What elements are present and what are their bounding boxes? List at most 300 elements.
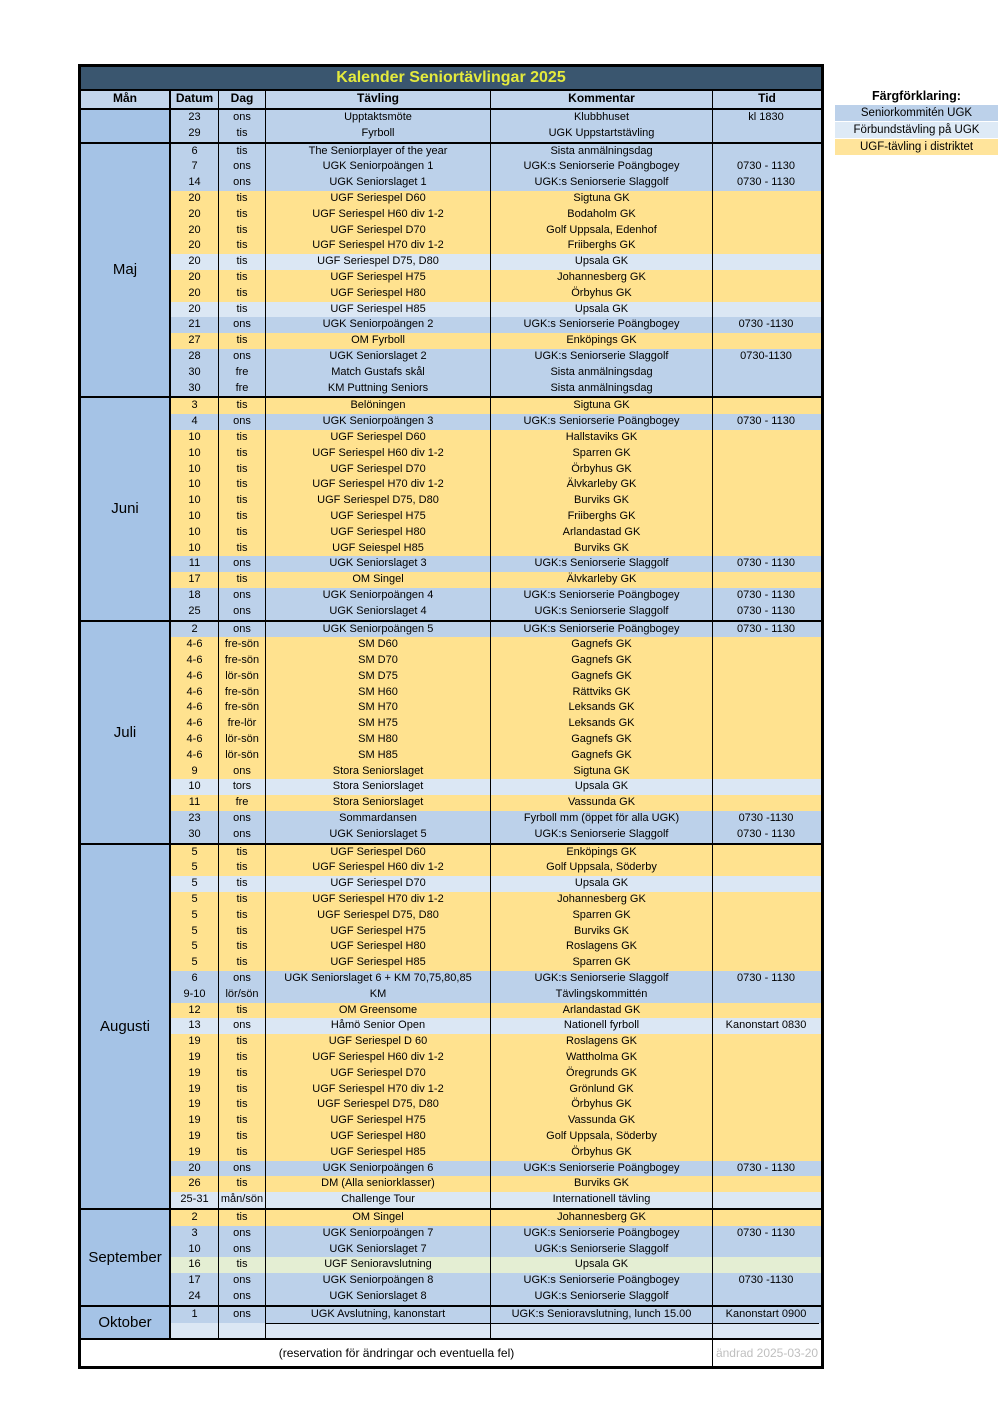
cell-datum: 17 (171, 572, 219, 588)
table-row (171, 795, 821, 811)
cell-datum: 4-6 (171, 716, 219, 732)
cell-tid (713, 748, 819, 764)
cell-tavling: Håmö Senior Open (266, 1018, 491, 1034)
cell-tavling: Fyrboll (266, 126, 491, 142)
table-row (171, 398, 821, 414)
cell-tid (713, 669, 819, 685)
cell-datum: 29 (171, 126, 219, 142)
cell-tid (713, 1257, 819, 1273)
column-header-kommentar: Kommentar (491, 91, 713, 108)
legend-item: Seniorkommitén UGK (835, 105, 998, 121)
cell-tavling: UGF Seriespel H75 (266, 924, 491, 940)
cell-tid (713, 955, 819, 971)
cell-dag: ons (219, 556, 266, 572)
table-row (171, 892, 821, 908)
cell-datum: 5 (171, 845, 219, 861)
table-row (171, 254, 821, 270)
cell-tid (713, 1113, 819, 1129)
cell-tavling: Sommardansen (266, 811, 491, 827)
cell-datum: 19 (171, 1082, 219, 1098)
table-row (171, 811, 821, 827)
table-row (171, 827, 821, 843)
cell-tavling: UGF Seriespel H80 (266, 1129, 491, 1145)
cell-tid (713, 939, 819, 955)
cell-tid (713, 987, 819, 1003)
cell-kommentar: Örbyhus GK (491, 1097, 713, 1113)
cell-dag: ons (219, 110, 266, 126)
table-row (171, 223, 821, 239)
month-section (81, 142, 821, 397)
cell-tavling: UGF Seriespel D75, D80 (266, 493, 491, 509)
cell-dag: ons (219, 1226, 266, 1242)
cell-kommentar: Burviks GK (491, 1176, 713, 1192)
cell-kommentar: Örbyhus GK (491, 1145, 713, 1161)
cell-dag: tis (219, 333, 266, 349)
cell-dag: tis (219, 1145, 266, 1161)
cell-dag: fre-sön (219, 700, 266, 716)
cell-dag: tis (219, 955, 266, 971)
cell-tid: 0730 - 1130 (737, 1226, 795, 1239)
cell-dag: tis (219, 892, 266, 908)
cell-dag: tis (219, 876, 266, 892)
cell-dag: tis (219, 908, 266, 924)
cell-tavling: UGF Seriespel H70 div 1-2 (266, 892, 491, 908)
cell-tid (713, 637, 819, 653)
cell-dag: tis (219, 1097, 266, 1113)
cell-datum: 10 (171, 493, 219, 509)
cell-dag: lör-sön (219, 669, 266, 685)
cell-tavling: UGF Seriespel H75 (266, 1113, 491, 1129)
cell-kommentar: UGK:s Seniorserie Poängbogey (491, 1226, 713, 1242)
cell-dag: tis (219, 1034, 266, 1050)
table-row (171, 716, 821, 732)
cell-kommentar: UGK:s Seniorserie Slaggolf (491, 175, 713, 191)
cell-dag: fre (219, 795, 266, 811)
cell-dag: tis (219, 398, 266, 414)
table-row (171, 1113, 821, 1129)
cell-tavling: UGK Seniorslaget 2 (266, 349, 491, 365)
cell-kommentar: Upsala GK (491, 779, 713, 795)
cell-tavling: OM Singel (266, 1210, 491, 1226)
cell-datum: 10 (171, 1242, 219, 1258)
cell-tavling: UGK Avslutning, kanonstart (266, 1307, 491, 1323)
cell-dag: tis (219, 1257, 266, 1273)
footer-row (81, 1338, 821, 1366)
cell-dag: tis (219, 1066, 266, 1082)
cell-tid (713, 333, 819, 349)
cell-kommentar: UGK:s Seniorserie Slaggolf (491, 827, 713, 843)
cell-dag: tis (219, 924, 266, 940)
cell-tavling: UGF Seriespel D70 (266, 1066, 491, 1082)
table-row (171, 365, 821, 381)
cell-tavling: Upptaktsmöte (266, 110, 491, 126)
cell-kommentar: UGK:s Seniorserie Poängbogey (491, 414, 713, 430)
cell-dag: ons (219, 349, 266, 365)
cell-tavling: UGK Seniorpoängen 3 (266, 414, 491, 430)
cell-tavling: UGF Seriespel D75, D80 (266, 254, 491, 270)
cell-tid (713, 1097, 819, 1113)
cell-tid (713, 908, 819, 924)
cell-kommentar: Sista anmälningsdag (491, 144, 713, 160)
column-header-man: Mån (81, 91, 171, 108)
cell-kommentar: Leksands GK (491, 700, 713, 716)
table-row (171, 876, 821, 892)
cell-tid (713, 286, 819, 302)
cell-datum: 3 (171, 1226, 219, 1242)
cell-dag: ons (219, 317, 266, 333)
cell-tavling: Stora Seniorslaget (266, 795, 491, 811)
cell-tid: 0730 - 1130 (737, 160, 795, 173)
cell-datum: 19 (171, 1066, 219, 1082)
cell-dag: ons (219, 588, 266, 604)
cell-kommentar: Enköpings GK (491, 845, 713, 861)
table-row (171, 144, 821, 160)
cell-tid (713, 462, 819, 478)
table-row (171, 238, 821, 254)
table-row (171, 1050, 821, 1066)
cell-tavling: SM D60 (266, 637, 491, 653)
cell-kommentar: Sparren GK (491, 955, 713, 971)
cell-tavling: UGK Seniorpoängen 7 (266, 1226, 491, 1242)
cell-tid: kl 1830 (748, 111, 784, 123)
cell-datum: 3 (171, 398, 219, 414)
table-row (171, 637, 821, 653)
cell-kommentar (491, 1323, 713, 1339)
cell-tavling: DM (Alla seniorklasser) (266, 1176, 491, 1192)
column-header-tavling: Tävling (266, 91, 491, 108)
cell-datum: 4 (171, 414, 219, 430)
cell-datum: 5 (171, 939, 219, 955)
cell-tid (713, 1082, 819, 1098)
cell-kommentar: Gagnefs GK (491, 637, 713, 653)
cell-datum: 23 (171, 811, 219, 827)
cell-datum: 25 (171, 604, 219, 620)
cell-dag: tis (219, 509, 266, 525)
table-row (171, 1242, 821, 1258)
cell-tavling: UGF Seriespel H70 div 1-2 (266, 238, 491, 254)
cell-dag: tis (219, 286, 266, 302)
cell-tid (713, 541, 819, 557)
cell-tavling: OM Singel (266, 572, 491, 588)
cell-tavling: UGF Seriespel D60 (266, 845, 491, 861)
table-row (171, 685, 821, 701)
cell-tavling: KM Puttning Seniors (266, 381, 491, 397)
table-row (171, 764, 821, 780)
cell-datum: 10 (171, 477, 219, 493)
cell-tavling: UGK Seniorslaget 7 (266, 1242, 491, 1258)
cell-tavling: UGF Senioravslutning (266, 1257, 491, 1273)
cell-dag: tis (219, 126, 266, 142)
cell-datum: 9-10 (171, 987, 219, 1003)
cell-tid (713, 1066, 819, 1082)
cell-datum: 10 (171, 430, 219, 446)
cell-dag: tis (219, 1113, 266, 1129)
cell-kommentar: UGK:s Seniorserie Poängbogey (491, 317, 713, 333)
cell-dag: fre-sön (219, 653, 266, 669)
table-row (171, 1226, 821, 1242)
cell-tavling: Match Gustafs skål (266, 365, 491, 381)
month-label: Augusti (81, 845, 171, 1208)
table-row (171, 556, 821, 572)
cell-tavling: UGK Seniorpoängen 4 (266, 588, 491, 604)
cell-kommentar: UGK:s Seniorserie Slaggolf (491, 604, 713, 620)
cell-kommentar: Örbyhus GK (491, 462, 713, 478)
table-row (171, 971, 821, 987)
cell-tid (713, 302, 819, 318)
cell-tid (713, 525, 819, 541)
cell-datum: 5 (171, 908, 219, 924)
cell-tid: 0730 - 1130 (737, 622, 795, 635)
cell-dag: ons (219, 764, 266, 780)
table-row (171, 653, 821, 669)
cell-tid (713, 1145, 819, 1161)
cell-dag: tis (219, 541, 266, 557)
cell-datum: 20 (171, 191, 219, 207)
cell-datum: 12 (171, 1003, 219, 1019)
table-row (171, 845, 821, 861)
table-row (171, 924, 821, 940)
cell-tavling: UGF Seriespel D70 (266, 223, 491, 239)
color-legend (835, 88, 998, 155)
cell-dag: tis (219, 207, 266, 223)
cell-tid (713, 1323, 819, 1339)
cell-tavling: UGK Seniorslaget 1 (266, 175, 491, 191)
cell-dag: tis (219, 477, 266, 493)
cell-tid (713, 764, 819, 780)
cell-kommentar: Rättviks GK (491, 685, 713, 701)
cell-kommentar: Hallstaviks GK (491, 430, 713, 446)
table-row (171, 1273, 821, 1289)
cell-dag: fre (219, 365, 266, 381)
cell-tavling: UGK Seniorslaget 5 (266, 827, 491, 843)
cell-tid (713, 493, 819, 509)
cell-datum: 30 (171, 381, 219, 397)
cell-datum: 4-6 (171, 653, 219, 669)
cell-tid: 0730 -1130 (738, 1274, 794, 1287)
cell-kommentar: Vassunda GK (491, 795, 713, 811)
month-label: September (81, 1210, 171, 1305)
table-row (171, 462, 821, 478)
table-row (171, 622, 821, 638)
month-section (81, 1208, 821, 1305)
cell-tavling: UGF Seriespel H60 div 1-2 (266, 1050, 491, 1066)
cell-tid: Kanonstart 0830 (725, 1019, 807, 1032)
cell-kommentar: Johannesberg GK (491, 1210, 713, 1226)
table-row (171, 317, 821, 333)
cell-tid (713, 191, 819, 207)
cell-tavling: UGK Seniorpoängen 5 (266, 622, 491, 638)
cell-tid (713, 795, 819, 811)
cell-datum: 20 (171, 302, 219, 318)
cell-tid (713, 845, 819, 861)
cell-dag: ons (219, 1273, 266, 1289)
cell-kommentar: Friiberghs GK (491, 509, 713, 525)
cell-kommentar: Bodaholm GK (491, 207, 713, 223)
cell-kommentar: UGK:s Seniorserie Slaggolf (491, 1289, 713, 1305)
cell-dag: tis (219, 223, 266, 239)
cell-tid: 0730 - 1130 (737, 1161, 795, 1174)
cell-tavling: SM H85 (266, 748, 491, 764)
cell-tid (713, 572, 819, 588)
cell-kommentar: Burviks GK (491, 493, 713, 509)
cell-dag: tis (219, 493, 266, 509)
legend-heading: Färgförklaring: (872, 89, 961, 103)
cell-tid (713, 207, 819, 223)
cell-datum: 28 (171, 349, 219, 365)
month-section (81, 110, 821, 142)
table-row (171, 1192, 821, 1208)
cell-dag: ons (219, 414, 266, 430)
cell-tavling: OM Greensome (266, 1003, 491, 1019)
cell-datum: 20 (171, 1161, 219, 1177)
table-row (171, 191, 821, 207)
cell-tavling: Stora Seniorslaget (266, 779, 491, 795)
cell-datum: 5 (171, 860, 219, 876)
cell-kommentar: Leksands GK (491, 716, 713, 732)
cell-dag: ons (219, 1018, 266, 1034)
cell-datum: 4-6 (171, 700, 219, 716)
cell-kommentar: Sigtuna GK (491, 764, 713, 780)
cell-kommentar: Johannesberg GK (491, 270, 713, 286)
cell-datum: 4-6 (171, 637, 219, 653)
cell-tavling: SM H80 (266, 732, 491, 748)
cell-kommentar: Gagnefs GK (491, 653, 713, 669)
cell-tavling: UGK Seniorpoängen 6 (266, 1161, 491, 1177)
column-header-dag: Dag (219, 91, 266, 108)
cell-tid: 0730 -1130 (738, 812, 794, 825)
cell-tid (713, 1176, 819, 1192)
table-row (171, 779, 821, 795)
cell-kommentar: Vassunda GK (491, 1113, 713, 1129)
cell-tid: 0730 - 1130 (737, 604, 795, 617)
cell-tid (713, 1242, 819, 1258)
cell-kommentar: Arlandastad GK (491, 1003, 713, 1019)
cell-kommentar: Tävlingskommittén (491, 987, 713, 1003)
cell-dag: ons (219, 622, 266, 638)
table-row (171, 1176, 821, 1192)
cell-kommentar: Upsala GK (491, 876, 713, 892)
cell-tid: 0730 - 1130 (737, 827, 795, 840)
cell-datum: 19 (171, 1145, 219, 1161)
table-row (171, 302, 821, 318)
cell-tid: 0730 - 1130 (737, 557, 795, 570)
cell-kommentar: Roslagens GK (491, 1034, 713, 1050)
month-section (81, 396, 821, 619)
cell-datum: 4-6 (171, 732, 219, 748)
cell-tavling: UGF Seriespel D75, D80 (266, 1097, 491, 1113)
cell-tavling: SM D70 (266, 653, 491, 669)
table-row (171, 860, 821, 876)
table-row (171, 1323, 821, 1339)
table-row (171, 987, 821, 1003)
cell-datum: 16 (171, 1257, 219, 1273)
cell-tavling: UGF Seriespel H75 (266, 509, 491, 525)
cell-tavling: UGF Seriespel D60 (266, 430, 491, 446)
cell-kommentar: Roslagens GK (491, 939, 713, 955)
cell-datum: 10 (171, 541, 219, 557)
legend-item: Förbundstävling på UGK (835, 122, 998, 138)
cell-tid (713, 1192, 819, 1208)
month-section (81, 620, 821, 843)
cell-kommentar: UGK:s Seniorserie Poängbogey (491, 1273, 713, 1289)
table-row (171, 493, 821, 509)
table-row (171, 1066, 821, 1082)
cell-tid: 0730 - 1130 (737, 972, 795, 985)
table-row (171, 700, 821, 716)
cell-tid (713, 381, 819, 397)
cell-tavling: UGK Seniorslaget 4 (266, 604, 491, 620)
cell-tid (713, 509, 819, 525)
cell-tid (713, 685, 819, 701)
cell-datum: 30 (171, 827, 219, 843)
cell-dag: fre-lör (219, 716, 266, 732)
cell-dag: ons (219, 159, 266, 175)
cell-tavling: Belöningen (266, 398, 491, 414)
cell-tavling: UGF Seriespel H75 (266, 270, 491, 286)
cell-tid (713, 398, 819, 414)
cell-datum: 24 (171, 1289, 219, 1305)
cell-datum: 4-6 (171, 685, 219, 701)
cell-dag: ons (219, 1289, 266, 1305)
cell-kommentar: UGK:s Seniorserie Slaggolf (491, 556, 713, 572)
cell-dag: tis (219, 572, 266, 588)
cell-tid (713, 270, 819, 286)
cell-tavling: UGF Seriespel D 60 (266, 1034, 491, 1050)
cell-tid (713, 1289, 819, 1305)
cell-tid (713, 1003, 819, 1019)
cell-kommentar: Internationell tävling (491, 1192, 713, 1208)
table-row (171, 286, 821, 302)
cell-kommentar: Golf Uppsala, Söderby (491, 860, 713, 876)
cell-tavling: Stora Seniorslaget (266, 764, 491, 780)
cell-tid (713, 700, 819, 716)
cell-datum: 14 (171, 175, 219, 191)
table-row (171, 588, 821, 604)
cell-kommentar: Sparren GK (491, 446, 713, 462)
cell-tavling: UGF Seriespel D60 (266, 191, 491, 207)
cell-datum: 20 (171, 254, 219, 270)
cell-dag: tis (219, 1129, 266, 1145)
table-row (171, 908, 821, 924)
cell-kommentar: Gagnefs GK (491, 669, 713, 685)
cell-dag: tis (219, 1003, 266, 1019)
table-row (171, 1210, 821, 1226)
table-row (171, 732, 821, 748)
cell-tid (713, 238, 819, 254)
cell-kommentar: UGK:s Seniorserie Poängbogey (491, 1161, 713, 1177)
table-row (171, 1097, 821, 1113)
cell-dag: tors (219, 779, 266, 795)
cell-kommentar: Sigtuna GK (491, 191, 713, 207)
column-header-row (81, 89, 821, 110)
month-section (81, 843, 821, 1208)
table-row (171, 159, 821, 175)
table-row (171, 477, 821, 493)
cell-tavling: SM H60 (266, 685, 491, 701)
cell-tid (713, 1210, 819, 1226)
cell-tid: 0730-1130 (740, 349, 792, 362)
cell-dag: tis (219, 845, 266, 861)
month-label: Oktober (81, 1307, 171, 1339)
table-row (171, 1257, 821, 1273)
cell-datum: 10 (171, 462, 219, 478)
cell-kommentar: UGK:s Seniorserie Poängbogey (491, 159, 713, 175)
cell-datum: 6 (171, 144, 219, 160)
cell-kommentar: Örbyhus GK (491, 286, 713, 302)
cell-kommentar: Grönlund GK (491, 1082, 713, 1098)
cell-kommentar: Klubbhuset (491, 110, 713, 126)
cell-datum: 25-31 (171, 1192, 219, 1208)
